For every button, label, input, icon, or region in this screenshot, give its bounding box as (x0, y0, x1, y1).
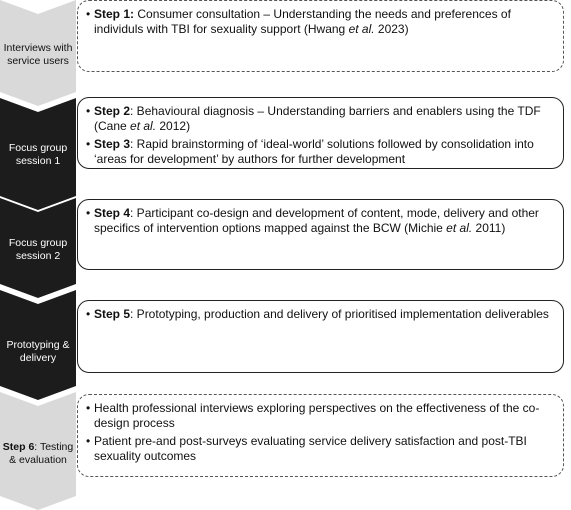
text-run: : Rapid brainstorming of ‘ideal-world’ solutions followed by consolidation into ‘areas for development’ by authors for further development (94, 137, 534, 166)
text-run: : Participant co-design and development of content, mode, delivery and other specifics of intervention options mapped against the BCW (Michie (94, 206, 539, 235)
stage-5-label-bold: Step 6 (2, 441, 35, 453)
text-run: : Prototyping, production and delivery of prioritised implementation deliverables (130, 307, 549, 321)
stage-5-item-2 (86, 434, 553, 463)
stage-4-box (77, 300, 564, 373)
stage-3-label-line-2: session 2 (15, 250, 61, 262)
stage-5-item-1 (86, 401, 553, 430)
stage-2-label (0, 142, 76, 168)
stage-5-label-line-1 (0, 441, 76, 454)
text-run: Consumer consultation – Understanding the needs and preferences of individuls with TBI for sexuality support (Hwang (94, 7, 511, 36)
stage-1-label (0, 42, 76, 68)
stage-4-label (0, 339, 76, 365)
text-run: Health professional interviews exploring perspectives on the effectiveness of the co-design process (94, 401, 540, 430)
stage-2-items (86, 104, 553, 166)
stage-2-item-2 (86, 137, 553, 166)
text-run: Step 2 (94, 104, 131, 118)
stage-1-label-line-1: Interviews with (3, 42, 73, 54)
stage-1-box (77, 0, 564, 72)
text-run: et al. (348, 21, 375, 36)
stage-2-label-line-1: Focus group (8, 142, 68, 154)
text-run: 2023) (374, 21, 409, 36)
stage-1-item-1 (86, 7, 553, 36)
text-run: Step 5 (94, 307, 131, 321)
stage-4-label-line-2: delivery (19, 352, 57, 364)
stage-3-item-1 (86, 206, 553, 235)
stage-2-box (77, 97, 564, 169)
text-run: 2011) (472, 220, 506, 235)
stage-3-items (86, 206, 553, 235)
stage-5-label (0, 441, 76, 467)
stage-3-label (0, 237, 76, 263)
text-run: 2012) (156, 118, 191, 133)
stage-4-label-line-1: Prototyping & (6, 339, 70, 351)
stage-5-label-line-2: & evaluation (9, 454, 67, 466)
text-run: Patient pre-and post-surveys evaluating service delivery satisfaction and post-TBI sexuality outcomes (94, 434, 527, 463)
stage-3-label-line-1: Focus group (8, 237, 68, 249)
text-run: et al. (446, 220, 473, 235)
stage-4-item-1 (86, 307, 553, 322)
stage-5-label-rest: : Testing (34, 441, 74, 453)
stage-2-item-1 (86, 104, 553, 133)
text-run: Step 1: (94, 7, 135, 21)
text-run: : Behavioural diagnosis – Understanding barriers and enablers using the TDF (Cane (94, 104, 541, 133)
stage-4-items (86, 307, 553, 322)
stage-1-items (86, 7, 553, 36)
stage-1-label-line-2: service users (7, 55, 69, 67)
text-run: Step 3 (94, 137, 131, 152)
stage-3-box (77, 199, 564, 270)
stage-5-items (86, 401, 553, 463)
text-run: Step 4 (94, 206, 131, 220)
stage-5-box (77, 394, 564, 477)
stage-2-label-line-2: session 1 (15, 155, 61, 167)
text-run: et al. (130, 118, 157, 133)
